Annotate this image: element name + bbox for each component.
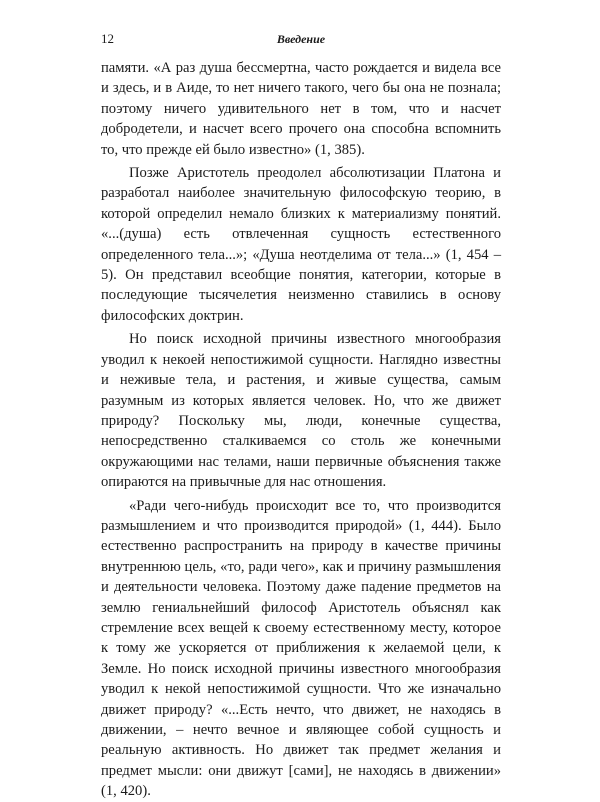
paragraph-4: «Ради чего-нибудь происходит все то, что производится размышлением и что производится природой» (1, 444). Было естественно распространить на природу в качестве причины внутреннюю цель, «то, ради чего», как и причину размышления и деятельности человека. Поэтому даже падение предметов на землю гениальнейший философ Аристотель объяснял как стремление всех вещей к своему естественному месту, которое к тому же ускоряется от приближения к желаемой цели, к Земле. Но поиск исходной причины известного многообразия уводил к некой непостижимой сущности. Что же изначально движет природу? «...Есть нечто, что движет, не находясь в движении, – нечто вечное и являющее собой сущность и реальную активность. Но движет так предмет желания и предмет мысли: они движут [сами], не находясь в движении» (1, 420). [101, 497, 501, 800]
running-head [101, 28, 501, 50]
page-number: 12 [101, 31, 114, 46]
paragraph-2: Позже Аристотель преодолел абсолютизации Платона и разработал наиболее значительную философскую теорию, в которой определил немало близких к материализму понятий. «...(душа) есть отвлеченная сущность естественного определенного тела...»; «Душа неотделима от тела...» (1, 454 – 5). Он представил всеобщие понятия, категории, которые в последующие тысячелетия неизменно ставились в основу философских доктрин. [101, 165, 501, 324]
body-text [101, 58, 501, 802]
section-title: Введение [276, 32, 326, 46]
paragraph-1: памяти. «А раз душа бессмертна, часто рождается и видела все и здесь, и в Аиде, то нет ничего такого, чего бы она не познала; поэтому ничего удивительного нет в том, что и насчет добродетели, и насчет всего прочего она способна вспомнить то, что прежде ей было известно» (1, 385). [101, 60, 501, 158]
book-page [101, 28, 501, 802]
paragraph-3: Но поиск исходной причины известного многообразия уводил к некоей непостижимой сущности. Наглядно известны и неживые тела, и растения, и живые существа, самым разумным из которых является человек. Но, что же движет природу? Поскольку мы, люди, конечные существа, непосредственно сталкиваемся со столь же конечными окружающими нас телами, наши первичные объяснения также опираются на привычные для нас отношения. [101, 331, 501, 491]
